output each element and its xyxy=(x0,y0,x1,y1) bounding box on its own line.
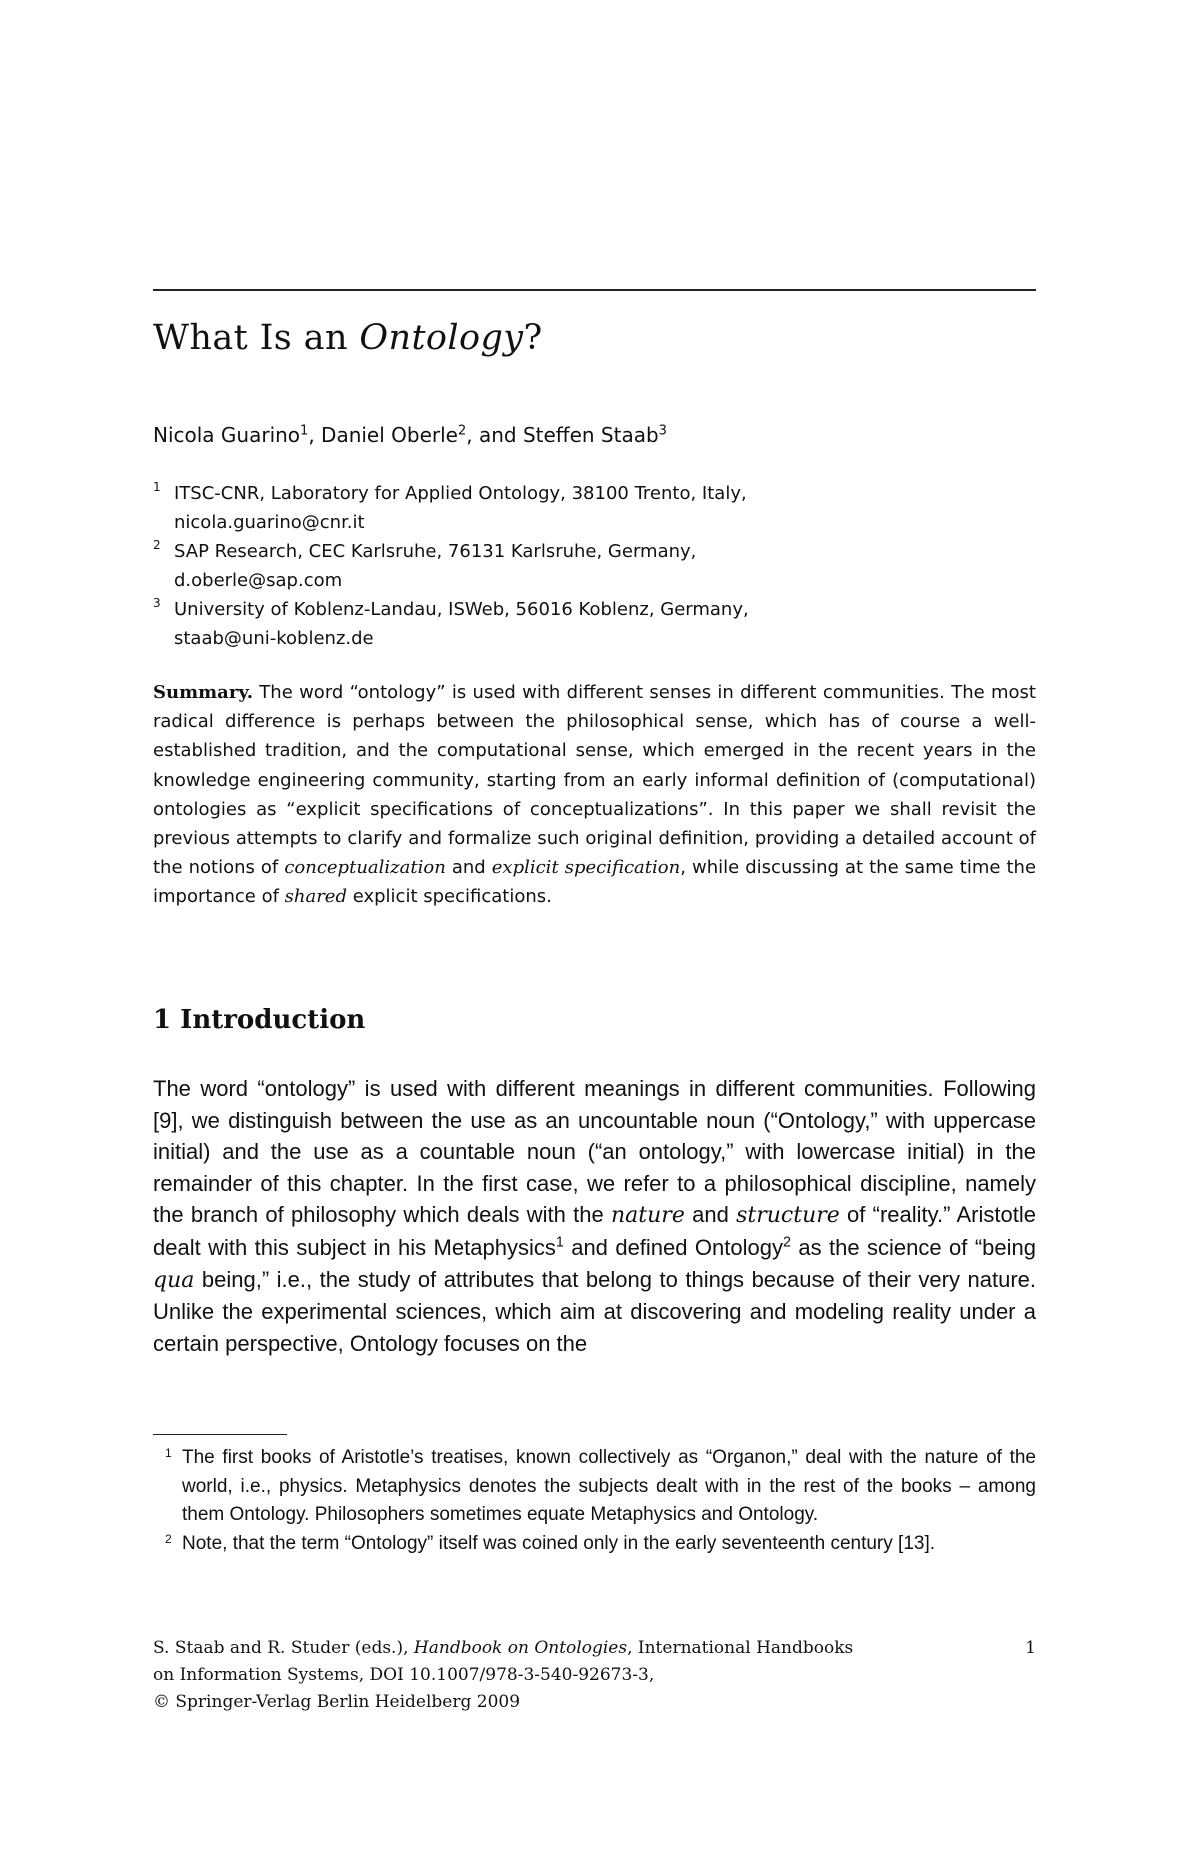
author-name: Daniel Oberle xyxy=(321,423,458,447)
title-emphasis: Ontology xyxy=(359,318,524,358)
author-separator: , xyxy=(308,423,322,447)
intro-text: as the science of “being xyxy=(790,1234,1036,1260)
copyright-line: © Springer-Verlag Berlin Heidelberg 2009 xyxy=(153,1692,521,1712)
citation-line xyxy=(153,1635,1036,1662)
footnote-item xyxy=(153,1444,1036,1530)
footnote-ref[interactable]: 1 xyxy=(555,1234,564,1251)
summary-label: Summary. xyxy=(153,682,253,703)
section-title: Introduction xyxy=(180,1005,366,1035)
affiliation-number: 1 xyxy=(153,480,161,494)
intro-text: of “reality.” Aristotle dealt with this subject in his Metaphysics xyxy=(153,1202,1036,1260)
footnote-text: The first books of Aristotle’s treatises, known collectively as “Organon,” deal with the nature of the world, i.e., physics. Metaphysics denotes the subjects dealt with in the rest of the books – among them Ontology. Philosophers sometimes equate Metaphysics and Ontology. xyxy=(182,1447,1036,1526)
intro-text: and defined Ontology xyxy=(563,1234,783,1260)
title-suffix: ? xyxy=(523,318,543,358)
paper-title xyxy=(153,318,543,358)
intro-text: being,” i.e., the study of attributes that belong to things because of their very nature. Unlike the experimental sciences, which aim at discovering and modeling reality under a certain perspective, Ontology focuses on the xyxy=(153,1266,1036,1356)
intro-emphasis: nature xyxy=(611,1203,685,1229)
author-name: Nicola Guarino xyxy=(153,423,301,447)
intro-paragraph xyxy=(153,1073,1036,1359)
author-affiliation-mark: 2 xyxy=(457,423,467,439)
footnote-ref[interactable]: 2 xyxy=(783,1234,791,1251)
affiliation-number: 2 xyxy=(153,538,161,552)
author-affiliation-mark: 3 xyxy=(658,423,667,439)
affiliation-number: 3 xyxy=(153,596,161,610)
summary-text: and xyxy=(445,857,492,879)
intro-emphasis: structure xyxy=(736,1203,840,1229)
author-name: Steffen Staab xyxy=(522,423,659,447)
affiliation-item xyxy=(153,479,913,537)
summary-text: , while discussing at the same time the importance of xyxy=(153,857,1037,908)
section-number: 1 xyxy=(153,1005,172,1035)
footnote-text: Note, that the term “Ontology” itself was coined only in the early seventeenth century [13]. xyxy=(182,1532,936,1554)
top-rule xyxy=(153,289,1036,291)
intro-text: The word “ontology” is used with different meanings in different communities. Following [9], we distinguish between the use as an uncountable noun (“Ontology,” with uppercase initial) and the use as a countable noun (“an ontology,” with lowercase initial) in the remainder of this chapter. In the first case, we refer to a philosophical discipline, namely the branch of philosophy which deals with the xyxy=(153,1076,1036,1228)
affiliation-address: SAP Research, CEC Karlsruhe, 76131 Karlsruhe, Germany, xyxy=(174,541,697,562)
summary-emphasis: conceptualization xyxy=(284,857,446,879)
footnote-number: 2 xyxy=(165,1531,172,1546)
citation-book-title: Handbook on Ontologies xyxy=(413,1638,628,1658)
intro-text: and xyxy=(684,1202,737,1228)
affiliation-item xyxy=(153,595,913,653)
affiliation-list xyxy=(153,479,913,653)
author-list xyxy=(153,423,667,447)
title-main: What Is an xyxy=(153,318,360,358)
affiliation-address: ITSC-CNR, Laboratory for Applied Ontology, 38100 Trento, Italy, xyxy=(174,483,747,504)
summary-abstract xyxy=(153,678,1036,912)
intro-emphasis: qua xyxy=(153,1267,195,1293)
footnote-rule xyxy=(153,1434,287,1435)
publication-citation xyxy=(153,1635,1036,1716)
affiliation-email: staab@uni-koblenz.de xyxy=(174,628,374,649)
citation-series: , International Handbooks xyxy=(627,1638,854,1658)
affiliation-address: University of Koblenz-Landau, ISWeb, 56016 Koblenz, Germany, xyxy=(174,599,749,620)
summary-text: The word “ontology” is used with different senses in different communities. The most radical difference is perhaps between the philosophical sense, which has of course a well-established tradition, and the computational sense, which emerged in the recent years in the knowledge engineering community, starting from an early informal definition of (computational) ontologies as “explicit specifications of conceptualizations”. In this paper we shall revisit the previous attempts to clarify and formalize such original definition, providing a detailed account of the notions of xyxy=(153,682,1036,879)
footnote-item xyxy=(153,1530,1036,1559)
affiliation-email: d.oberle@sap.com xyxy=(174,570,343,591)
footnote-number: 1 xyxy=(165,1446,172,1460)
section-heading xyxy=(153,1005,365,1035)
page-number: 1 xyxy=(1025,1638,1036,1658)
citation-editors: S. Staab and R. Studer (eds.), xyxy=(153,1638,414,1658)
author-separator: , and xyxy=(466,423,523,447)
citation-doi-line: on Information Systems, DOI 10.1007/978-3-540-92673-3, xyxy=(153,1665,655,1685)
summary-text: explicit specifications. xyxy=(346,886,552,908)
summary-emphasis: explicit specification xyxy=(491,857,681,879)
affiliation-item xyxy=(153,537,913,595)
summary-emphasis: shared xyxy=(284,886,347,908)
author-affiliation-mark: 1 xyxy=(300,423,309,439)
footnote-list xyxy=(153,1444,1036,1558)
affiliation-email: nicola.guarino@cnr.it xyxy=(174,512,365,533)
